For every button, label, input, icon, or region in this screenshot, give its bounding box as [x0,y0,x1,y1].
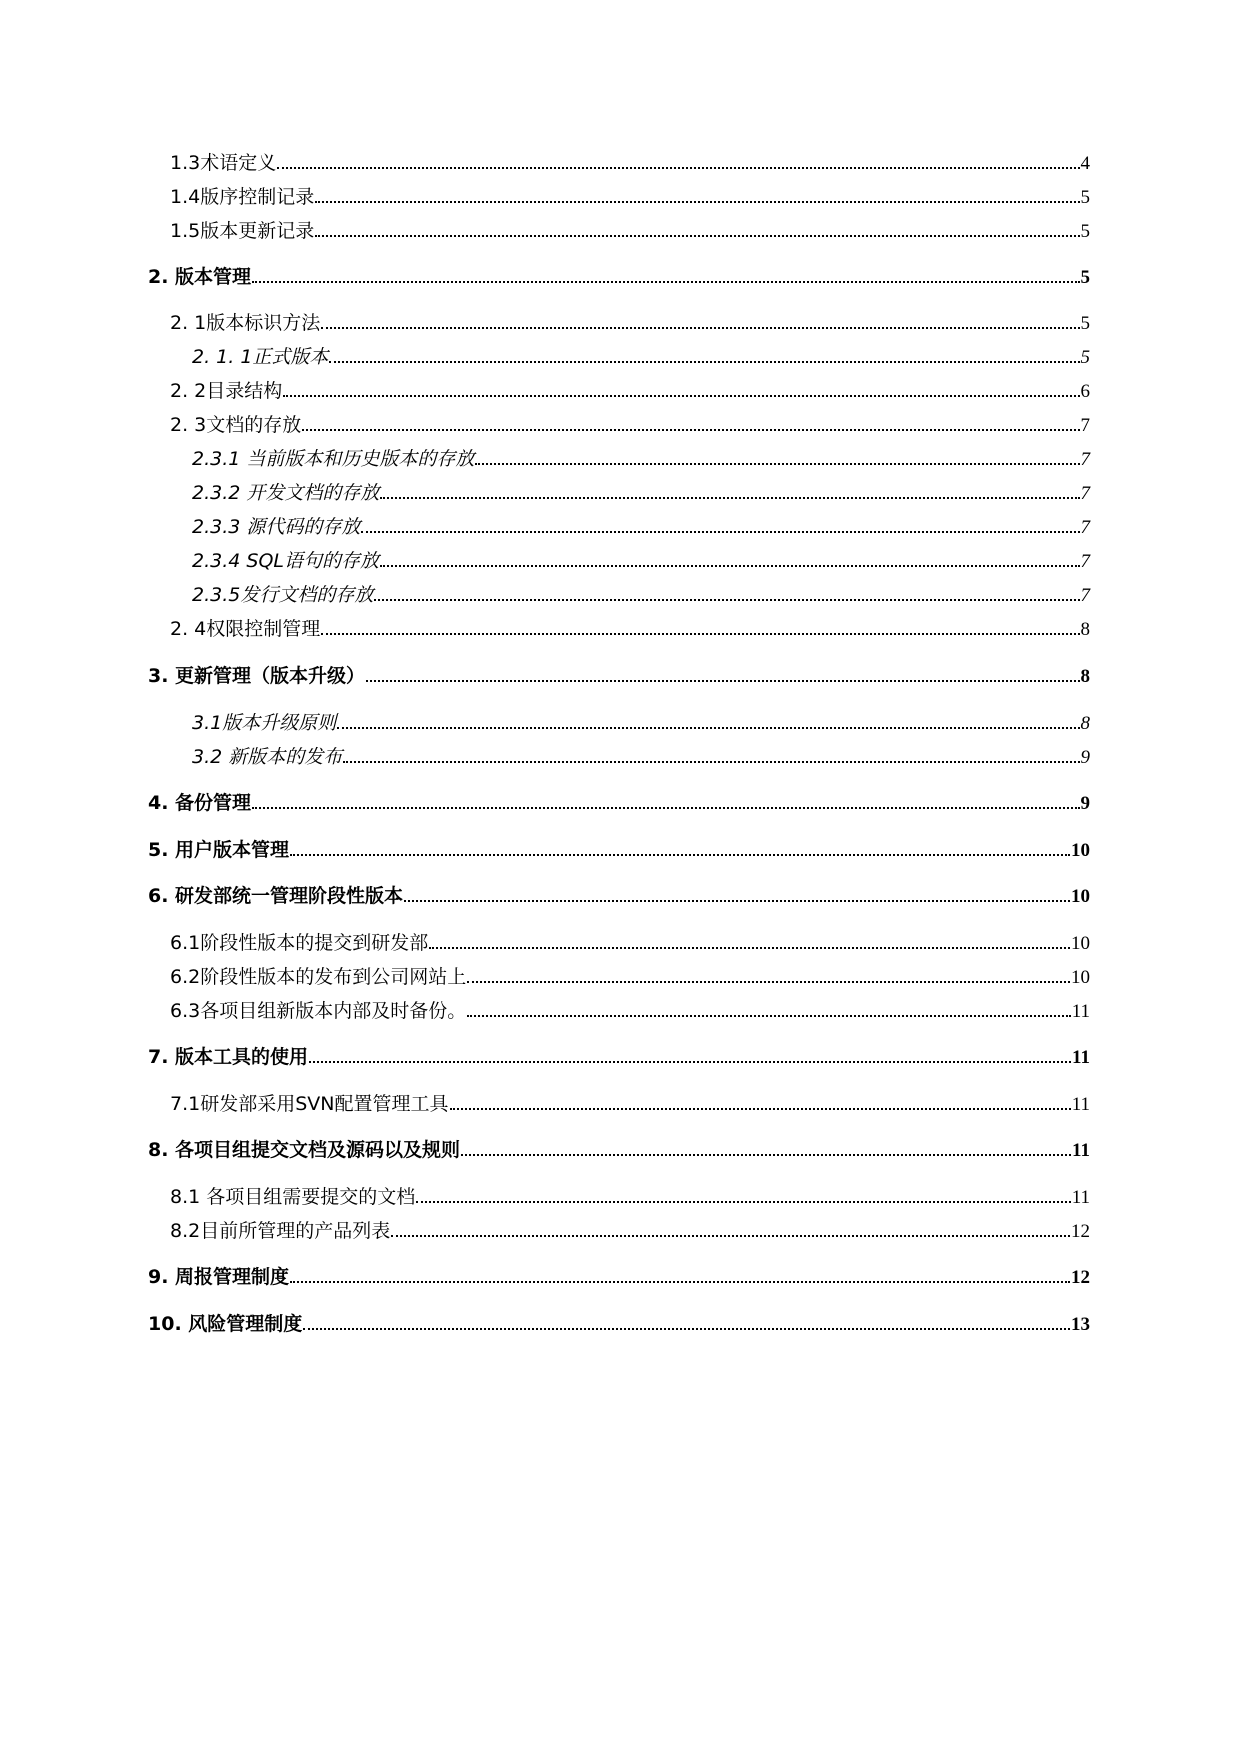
toc-dot-leader [283,395,1079,397]
toc-page-number: 11 [1071,1187,1090,1208]
toc-dot-leader [361,531,1079,533]
toc-dot-leader [277,167,1079,169]
toc-page-number: 5 [1080,313,1090,334]
toc-entry-title: 8.1 各项目组需要提交的文档 [170,1186,416,1208]
toc-entry-8-2[interactable] [170,1218,1090,1244]
toc-dot-leader [321,327,1079,329]
toc-page-number: 4 [1080,153,1090,174]
toc-dot-leader [391,1235,1070,1237]
toc-page-number: 11 [1071,1001,1090,1022]
toc-dot-leader [290,854,1070,856]
toc-entry-title: 9. 周报管理制度 [148,1266,290,1288]
toc-dot-leader [290,1281,1070,1283]
toc-entry-6-2[interactable] [170,964,1090,990]
toc-page-number: 5 [1080,187,1090,208]
toc-entry-2-3-3[interactable] [192,514,1090,540]
toc-entry-2-3-4[interactable] [192,548,1090,574]
toc-entry-title: 8.2目前所管理的产品列表 [170,1220,391,1242]
toc-page-number: 7 [1080,517,1090,538]
toc-page-number: 8 [1080,619,1090,640]
toc-entry-title: 6. 研发部统一管理阶段性版本 [148,885,404,907]
toc-dot-leader [252,807,1079,809]
toc-entry-title: 2.3.3 源代码的存放 [192,516,361,538]
toc-dot-leader [315,201,1079,203]
toc-entry-title: 2.3.1 当前版本和历史版本的存放 [192,448,475,470]
toc-entry-8-1[interactable] [170,1184,1090,1210]
toc-entry-1-5[interactable] [170,218,1090,244]
toc-entry-7[interactable] [148,1044,1090,1070]
toc-page-number: 11 [1071,1094,1090,1115]
toc-page-number: 10 [1071,933,1090,954]
toc-entry-title: 3.1版本升级原则 [192,712,337,734]
toc-dot-leader [461,1154,1071,1156]
toc-entry-title: 1.3术语定义 [170,152,277,174]
toc-entry-3[interactable] [148,663,1090,689]
toc-entry-title: 2. 3文档的存放 [170,414,302,436]
toc-entry-title: 2. 1版本标识方法 [170,312,321,334]
toc-entry-title: 2.3.2 开发文档的存放 [192,482,380,504]
toc-entry-10[interactable] [148,1311,1090,1337]
toc-dot-leader [302,429,1079,431]
toc-entry-9[interactable] [148,1264,1090,1290]
toc-entry-title: 1.4版序控制记录 [170,186,315,208]
toc-dot-leader [321,633,1079,635]
toc-entry-title: 8. 各项目组提交文档及源码以及规则 [148,1139,461,1161]
toc-page-number: 8 [1080,666,1090,687]
toc-page-number: 6 [1080,381,1090,402]
toc-entry-title: 2. 4权限控制管理 [170,618,321,640]
toc-dot-leader [429,947,1070,949]
toc-page-number: 10 [1071,886,1090,907]
toc-page-number: 12 [1071,1221,1090,1242]
toc-entry-2-3[interactable] [170,412,1090,438]
toc-entry-title: 7. 版本工具的使用 [148,1046,309,1068]
toc-page-number: 7 [1080,585,1090,606]
toc-dot-leader [380,497,1079,499]
toc-entry-title: 2. 版本管理 [148,266,252,288]
toc-dot-leader [329,361,1079,363]
toc-dot-leader [252,281,1079,283]
toc-entry-title: 2. 2目录结构 [170,380,283,402]
toc-page-number: 12 [1071,1267,1090,1288]
toc-page-number: 9 [1080,793,1090,814]
toc-entry-title: 1.5版本更新记录 [170,220,315,242]
toc-entry-6[interactable] [148,883,1090,909]
toc-entry-title: 6.2阶段性版本的发布到公司网站上 [170,966,467,988]
toc-entry-7-1[interactable] [170,1091,1090,1117]
toc-dot-leader [404,900,1070,902]
toc-entry-6-3[interactable] [170,998,1090,1024]
toc-page-number: 10 [1071,840,1090,861]
toc-dot-leader [374,599,1079,601]
toc-entry-1-3[interactable] [170,150,1090,176]
toc-entry-title: 2. 1. 1正式版本 [192,346,329,368]
toc-dot-leader [315,235,1079,237]
toc-page-number: 8 [1080,713,1090,734]
toc-entry-2-4[interactable] [170,616,1090,642]
toc-dot-leader [303,1328,1070,1330]
toc-entry-2-3-2[interactable] [192,480,1090,506]
toc-page-number: 13 [1071,1314,1090,1335]
toc-page-number: 5 [1080,267,1090,288]
toc-page-number: 9 [1080,747,1090,768]
toc-entry-2-2[interactable] [170,378,1090,404]
toc-dot-leader [309,1061,1071,1063]
toc-page-number: 7 [1080,483,1090,504]
toc-page-number: 11 [1072,1140,1090,1161]
toc-dot-leader [475,463,1079,465]
toc-entry-title: 4. 备份管理 [148,792,252,814]
toc-page-number: 11 [1072,1047,1090,1068]
toc-entry-title: 2.3.4 SQL语句的存放 [192,550,379,572]
toc-entry-title: 5. 用户版本管理 [148,839,290,861]
toc-entry-5[interactable] [148,837,1090,863]
toc-entry-title: 2.3.5发行文档的存放 [192,584,374,606]
toc-page-number: 7 [1080,415,1090,436]
toc-page-number: 7 [1080,551,1090,572]
toc-entry-title: 3.2 新版本的发布 [192,746,343,768]
toc-dot-leader [416,1201,1070,1203]
toc-page-number: 5 [1080,347,1090,368]
toc-page-number: 5 [1080,221,1090,242]
toc-entry-title: 6.1阶段性版本的提交到研发部 [170,932,429,954]
toc-dot-leader [467,981,1070,983]
toc-entry-title: 3. 更新管理（版本升级） [148,665,366,687]
toc-entry-2-3-1[interactable] [192,446,1090,472]
toc-entry-3-1[interactable] [192,710,1090,736]
toc-dot-leader [450,1108,1071,1110]
toc-entry-2-3-5[interactable] [192,582,1090,608]
toc-dot-leader [343,761,1079,763]
toc-entry-2-1[interactable] [170,310,1090,336]
toc-entry-2-1-1[interactable] [192,344,1090,370]
toc-page-number: 7 [1080,449,1090,470]
toc-entry-title: 10. 风险管理制度 [148,1313,303,1335]
toc-entry-6-1[interactable] [170,930,1090,956]
toc-entry-1-4[interactable] [170,184,1090,210]
toc-entry-3-2[interactable] [192,744,1090,770]
toc-dot-leader [366,680,1079,682]
toc-entry-title: 7.1研发部采用SVN配置管理工具 [170,1093,449,1115]
toc-entry-2[interactable] [148,264,1090,290]
toc-page-number: 10 [1071,967,1090,988]
toc-dot-leader [337,727,1079,729]
toc-dot-leader [467,1015,1070,1017]
toc-dot-leader [380,565,1080,567]
toc-entry-title: 6.3各项目组新版本内部及时备份。 [170,1000,467,1022]
toc-entry-8[interactable] [148,1137,1090,1163]
toc-entry-4[interactable] [148,790,1090,816]
